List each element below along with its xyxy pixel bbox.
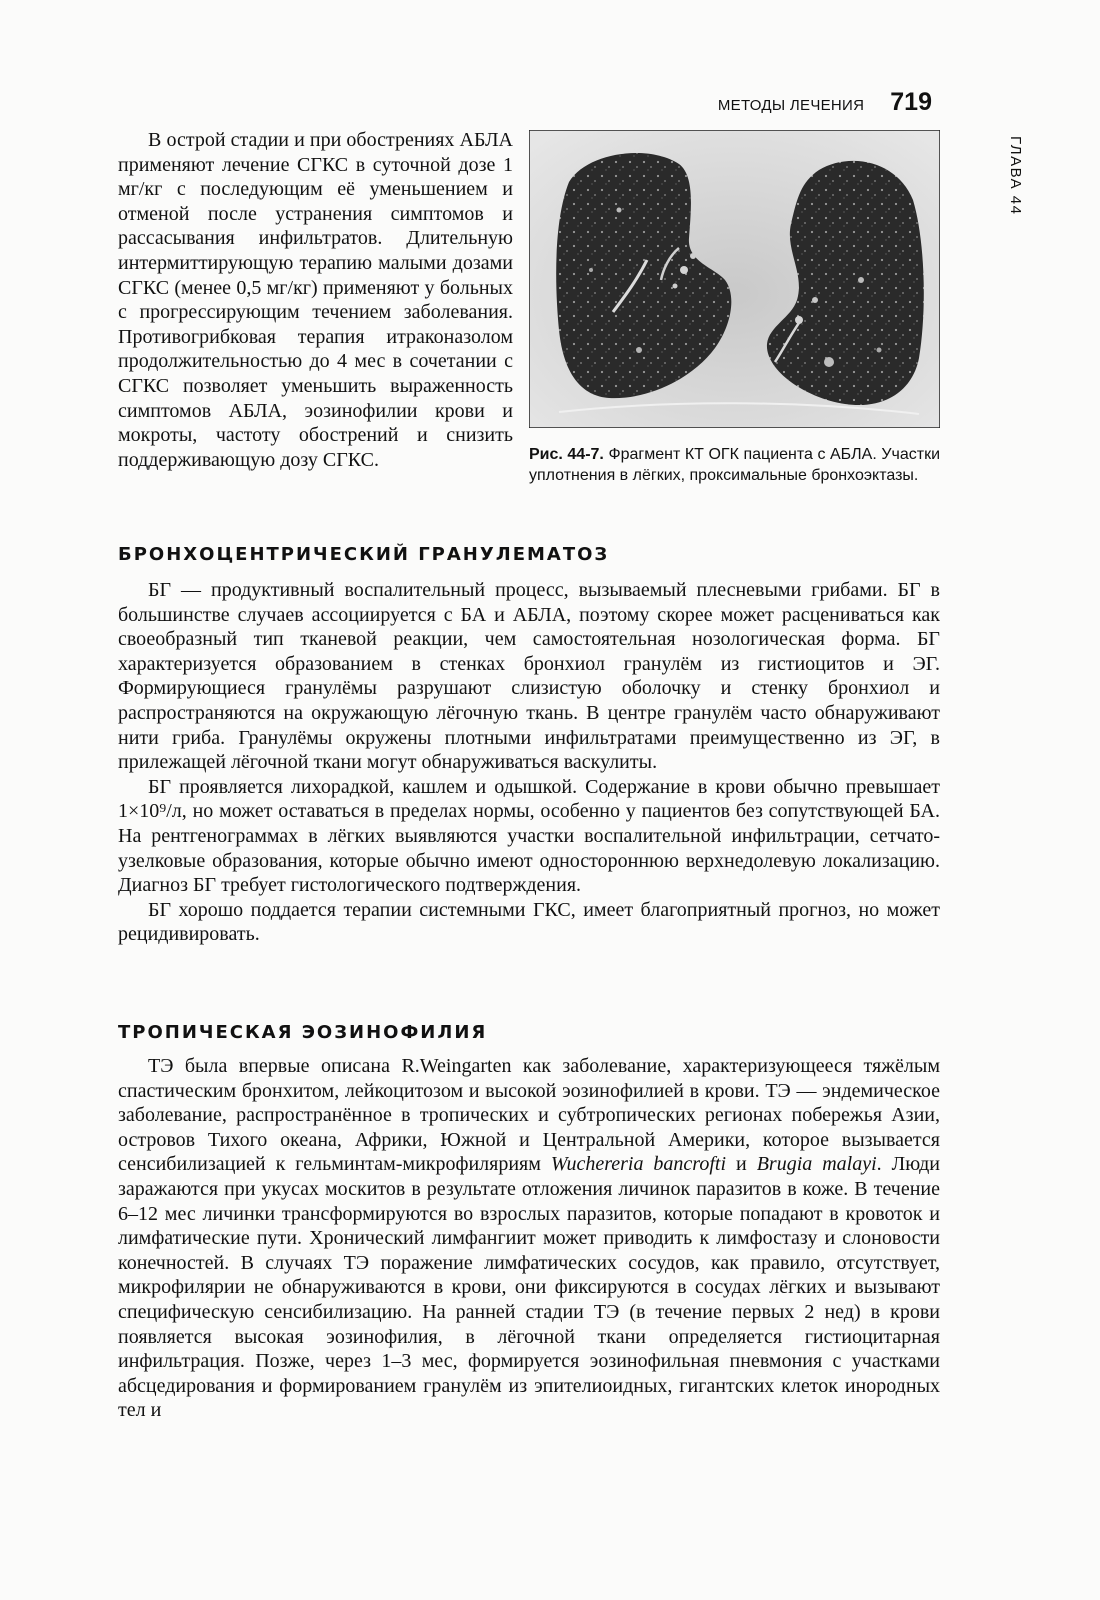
text-run: . Люди заражаются при укусах москитов в результате отложения личинок паразитов в коже. В течение 6–12 мес личинки трансформируются во взрослых паразитов, которые попадают в кровоток и лимфатические пути. Хронический лимфангиит может приводить к лимфостазу и слоновости конечностей. В случаях ТЭ поражение лимфатических сосудов, как правило, отсутствует, микрофилярии не обнаруживаются в крови, они фиксируются в сосудах лёгких и вызывают специфическую сенсибилизацию. На ранней стадии ТЭ (в течение первых 2 нед) в крови появляется высокая эозинофилия, в лёгочной ткани определяется гистиоцитарная инфильтрация. Позже, через 1–3 мес, формируется эозинофильная пневмония с участками абсцедирования и формированием гранулём из эпителиоидных, гигантских клеток инородных тел и	[118, 1153, 940, 1422]
paragraph	[118, 1054, 940, 1423]
species-name: Brugia malayi	[756, 1153, 877, 1176]
text-run: и	[726, 1153, 757, 1176]
figure-label: Рис. 44-7.	[529, 446, 604, 463]
paragraph: БГ хорошо поддается терапии системными ГКС, имеет благоприятный прогноз, но может рецидивировать.	[118, 898, 940, 946]
ct-scan-image	[529, 130, 940, 428]
running-header-section: МЕТОДЫ ЛЕЧЕНИЯ	[717, 97, 865, 114]
figure-caption	[529, 444, 940, 486]
species-name: Wuchereria bancrofti	[550, 1153, 727, 1176]
intro-column	[118, 128, 513, 472]
paragraph: БГ проявляется лихорадкой, кашлем и одышкой. Содержание в крови обычно превышает 1×10⁹/л, но может оставаться в пределах нормы, особенно у пациентов без сопутствующей БА. На рентгенограммах в лёгких выявляются участки воспалительной инфильтрации, сетчато-узелковые образования, которые обычно имеют одностороннюю верхнедолевую локализацию. Диагноз БГ требует гистологического подтверждения.	[118, 775, 940, 897]
intro-paragraph: В острой стадии и при обострениях АБЛА применяют лечение СГКС в суточной дозе 1 мг/кг с последующим её уменьшением и отменой после устранения симптомов и рассасывания инфильтратов. Длительную интермиттирующую терапию малыми дозами СГКС (менее 0,5 мг/кг) применяют у больных с прогрессирующим течением заболевания. Противогрибковая терапия итраконазолом продолжительностью до 4 мес в сочетании с СГКС позволяет уменьшить выраженность симптомов АБЛА, эозинофилии крови и мокроты, частоту обострений и снизить поддерживающую дозу СГКС.	[118, 129, 513, 471]
chapter-tab: ГЛАВА 44	[1007, 136, 1024, 216]
section-heading-tropical: ТРОПИЧЕСКАЯ ЭОЗИНОФИЛИЯ	[118, 1022, 488, 1043]
section-heading-bronchocentric: БРОНХОЦЕНТРИЧЕСКИЙ ГРАНУЛЕМАТОЗ	[118, 544, 610, 565]
figure-44-7	[529, 130, 940, 486]
tropical-section-body	[118, 1054, 940, 1423]
figure-caption-text: Фрагмент КТ ОГК пациента с АБЛА. Участки уплотнения в лёгких, проксимальные бронхоэктазы.	[529, 446, 941, 484]
bronchocentric-section-body	[118, 578, 940, 947]
page-number: 719	[890, 88, 932, 116]
running-header	[718, 88, 932, 117]
paragraph: БГ — продуктивный воспалительный процесс, вызываемый плесневыми грибами. БГ в большинстве случаев ассоциируется с БА и АБЛА, поэтому скорее может расцениваться как своеобразный тип тканевой реакции, чем самостоятельная нозологическая форма. БГ характеризуется образованием в стенках бронхиол гранулём из гистиоцитов и ЭГ. Формирующиеся гранулёмы разрушают слизистую оболочку и стенку бронхиол и распространяются на окружающую лёгочную ткань. В центре гранулём часто обнаруживают нити гриба. Гранулёмы окружены плотными инфильтратами преимущественно из ЭГ, в прилежащей лёгочной ткани могут обнаруживаться васкулиты.	[118, 579, 940, 774]
text-run: ТЭ была впервые описана R.Weingarten как заболевание, характеризующееся тяжёлым спастическим бронхитом, лейкоцитозом и высокой эозинофилией в крови. ТЭ — эндемическое заболевание, распространённое в тропических и субтропических регионах побережья Азии, островов Тихого океана, Африки, Южной и Центральной Америки, которое вызывается сенсибилизацией к гельминтам-микрофиляриям	[118, 1055, 940, 1176]
